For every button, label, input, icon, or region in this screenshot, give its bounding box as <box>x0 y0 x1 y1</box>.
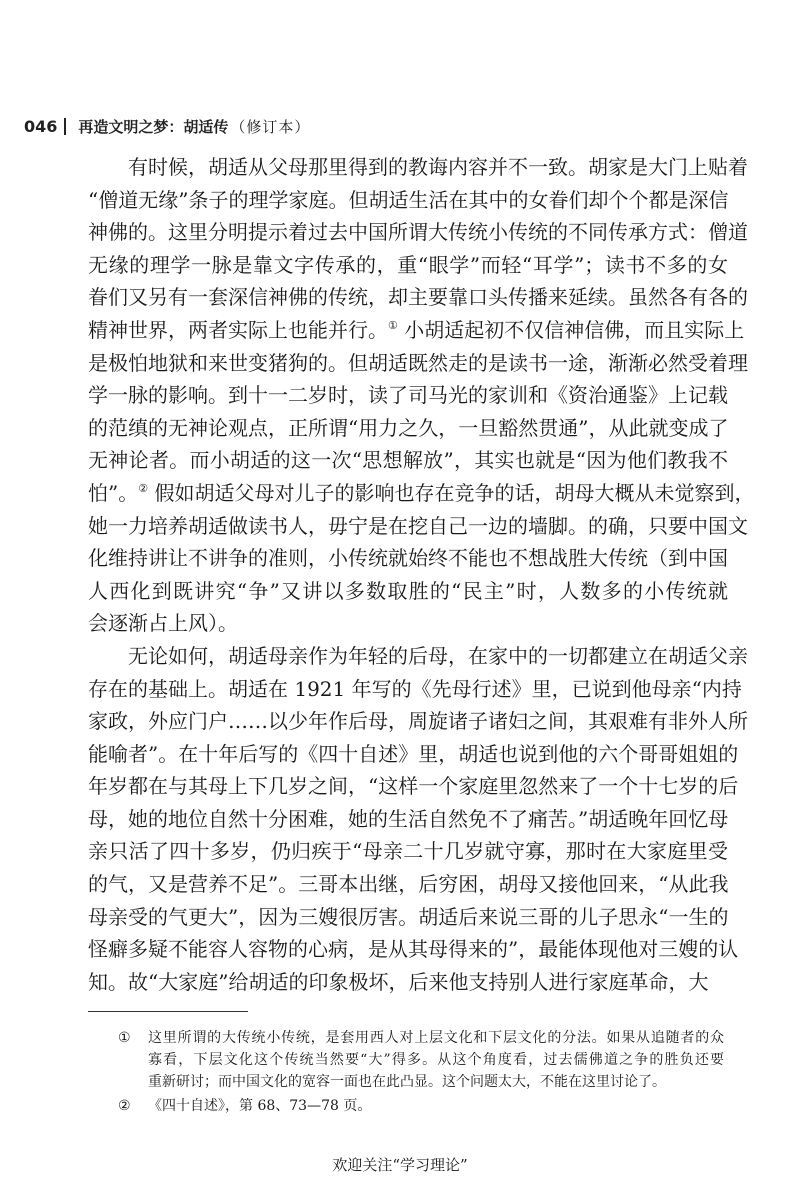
text-line: 神佛的。这里分明提示着过去中国所谓大传统小传统的不同传承方式：僧道 <box>88 220 748 245</box>
text-line: 母亲受的气更大”，因为三嫂很厉害。胡适后来说三哥的儿子思永“一生的 <box>88 904 729 929</box>
text-line: 存在的基础上。胡适在 1921 年写的《先母行述》里，已说到他母亲“内持 <box>88 676 742 701</box>
text-segment: 精神世界，两者实际上也能并行。 <box>88 317 388 342</box>
running-header <box>24 116 310 137</box>
text-line: 亲只活了四十多岁，仍归疾于“母亲二十几岁就守寡，那时在大家庭里受 <box>88 839 728 864</box>
text-line: 无论如何，胡适母亲作为年轻的后母，在家中的一切都建立在胡适父亲 <box>128 643 748 668</box>
text-line: 有时候，胡适从父母那里得到的教诲内容并不一致。胡家是大门上贴着 <box>128 155 748 179</box>
footnote-ref: ① <box>388 318 398 332</box>
text-line: 年岁都在与其母上下几岁之间，“这样一个家庭里忽然来了一个十七岁的后 <box>88 774 739 799</box>
paragraph <box>88 151 755 640</box>
footnote-rule <box>88 1011 248 1012</box>
page-number: 046 <box>24 117 58 136</box>
text-line: “僧道无缘”条子的理学家庭。但胡适生活在其中的女眷们却个个都是深信 <box>88 187 729 212</box>
text-line: 无缘的理学一脉是靠文字传承的，重“眼学”而轻“耳学”；读书不多的女 <box>88 252 728 277</box>
text-line: 母，她的地位自然十分困难，她的生活自然免不了痛苦。”胡适晚年回忆母 <box>88 806 729 831</box>
text-segment: 假如胡适父母对儿子的影响也存在竞争的话，胡母大概从未觉察到， <box>148 480 755 505</box>
text-line: 的范缜的无神论观点，正所谓“用力之久，一旦豁然贯通”，从此就变成了 <box>88 415 729 440</box>
footnote <box>118 1095 724 1117</box>
text-line <box>88 477 755 510</box>
footnote-ref: ② <box>138 481 149 495</box>
header-divider <box>64 118 66 135</box>
text-line: 知。故“大家庭”给胡适的印象极坏，后来他支持别人进行家庭革命，大 <box>88 969 709 994</box>
footnotes <box>118 1027 724 1117</box>
footnote-line: 重新研讨；而中国文化的宽容一面也在此凸显。这个问题太大，不能在这里讨论了。 <box>148 1074 666 1090</box>
text-line: 无神论者。而小胡适的这一次“思想解放”，其实也就是“因为他们教我不 <box>88 448 728 473</box>
text-segment: 小胡适起初不仅信神信佛，而且实际上 <box>397 317 745 342</box>
text-line: 化维持讲让不讲争的准则，小传统就始终不能也不想战胜大传统（到中国 <box>88 546 728 571</box>
text-line: 她一力培养胡适做读书人，毋宁是在挖自己一边的墙脚。的确，只要中国文 <box>88 513 748 538</box>
text-line: 的气，又是营养不足”。三哥本出继，后穷困，胡母又接他回来，“从此我 <box>88 872 729 897</box>
text-line: 能喻者”。在十年后写的《四十自述》里，胡适也说到他的六个哥哥姐姐的 <box>88 741 739 766</box>
edition-label: （修订本） <box>230 118 311 136</box>
text-line: 眷们又另有一套深信神佛的传统，却主要靠口头传播来延续。虽然各有各的 <box>88 285 748 310</box>
footnote-line: 《四十自述》，第 68、73—78 页。 <box>148 1098 372 1114</box>
book-title: 再造文明之梦：胡适传 <box>78 118 229 136</box>
text-line <box>88 314 745 347</box>
text-segment: 怕”。 <box>88 480 139 505</box>
text-line: 家政，外应门户……以少年作后母，周旋诸子诸妇之间，其艰难有非外人所 <box>88 709 748 734</box>
footnote-mark: ① <box>118 1030 131 1046</box>
text-line: 会逐渐占上风）。 <box>88 611 238 636</box>
footnote-line: 寡看，下层文化这个传统当然要“大”得多。从这个角度看，过去儒佛道之争的胜负还要 <box>148 1052 724 1068</box>
body-text <box>88 151 755 998</box>
paragraph <box>88 640 748 999</box>
footnote-line: 这里所谓的大传统小传统，是套用西人对上层文化和下层文化的分法。如果从追随者的众 <box>148 1030 724 1046</box>
page-footer: 欢迎关注“学习理论” <box>332 1156 468 1174</box>
text-line: 学一脉的影响。到十一二岁时，读了司马光的家训和《资治通鉴》上记载 <box>88 383 728 408</box>
text-line: 是极怕地狱和来世变猪狗的。但胡适既然走的是读书一途，渐渐必然受着理 <box>88 350 748 375</box>
footnote <box>118 1027 724 1093</box>
text-line: 人西化到既讲究“争”又讲以多数取胜的“民主”时，人数多的小传统就 <box>88 578 728 603</box>
text-line: 怪癖多疑不能容人容物的心病，是从其母得来的”，最能体现他对三嫂的认 <box>88 937 739 962</box>
footnote-mark: ② <box>118 1098 131 1114</box>
